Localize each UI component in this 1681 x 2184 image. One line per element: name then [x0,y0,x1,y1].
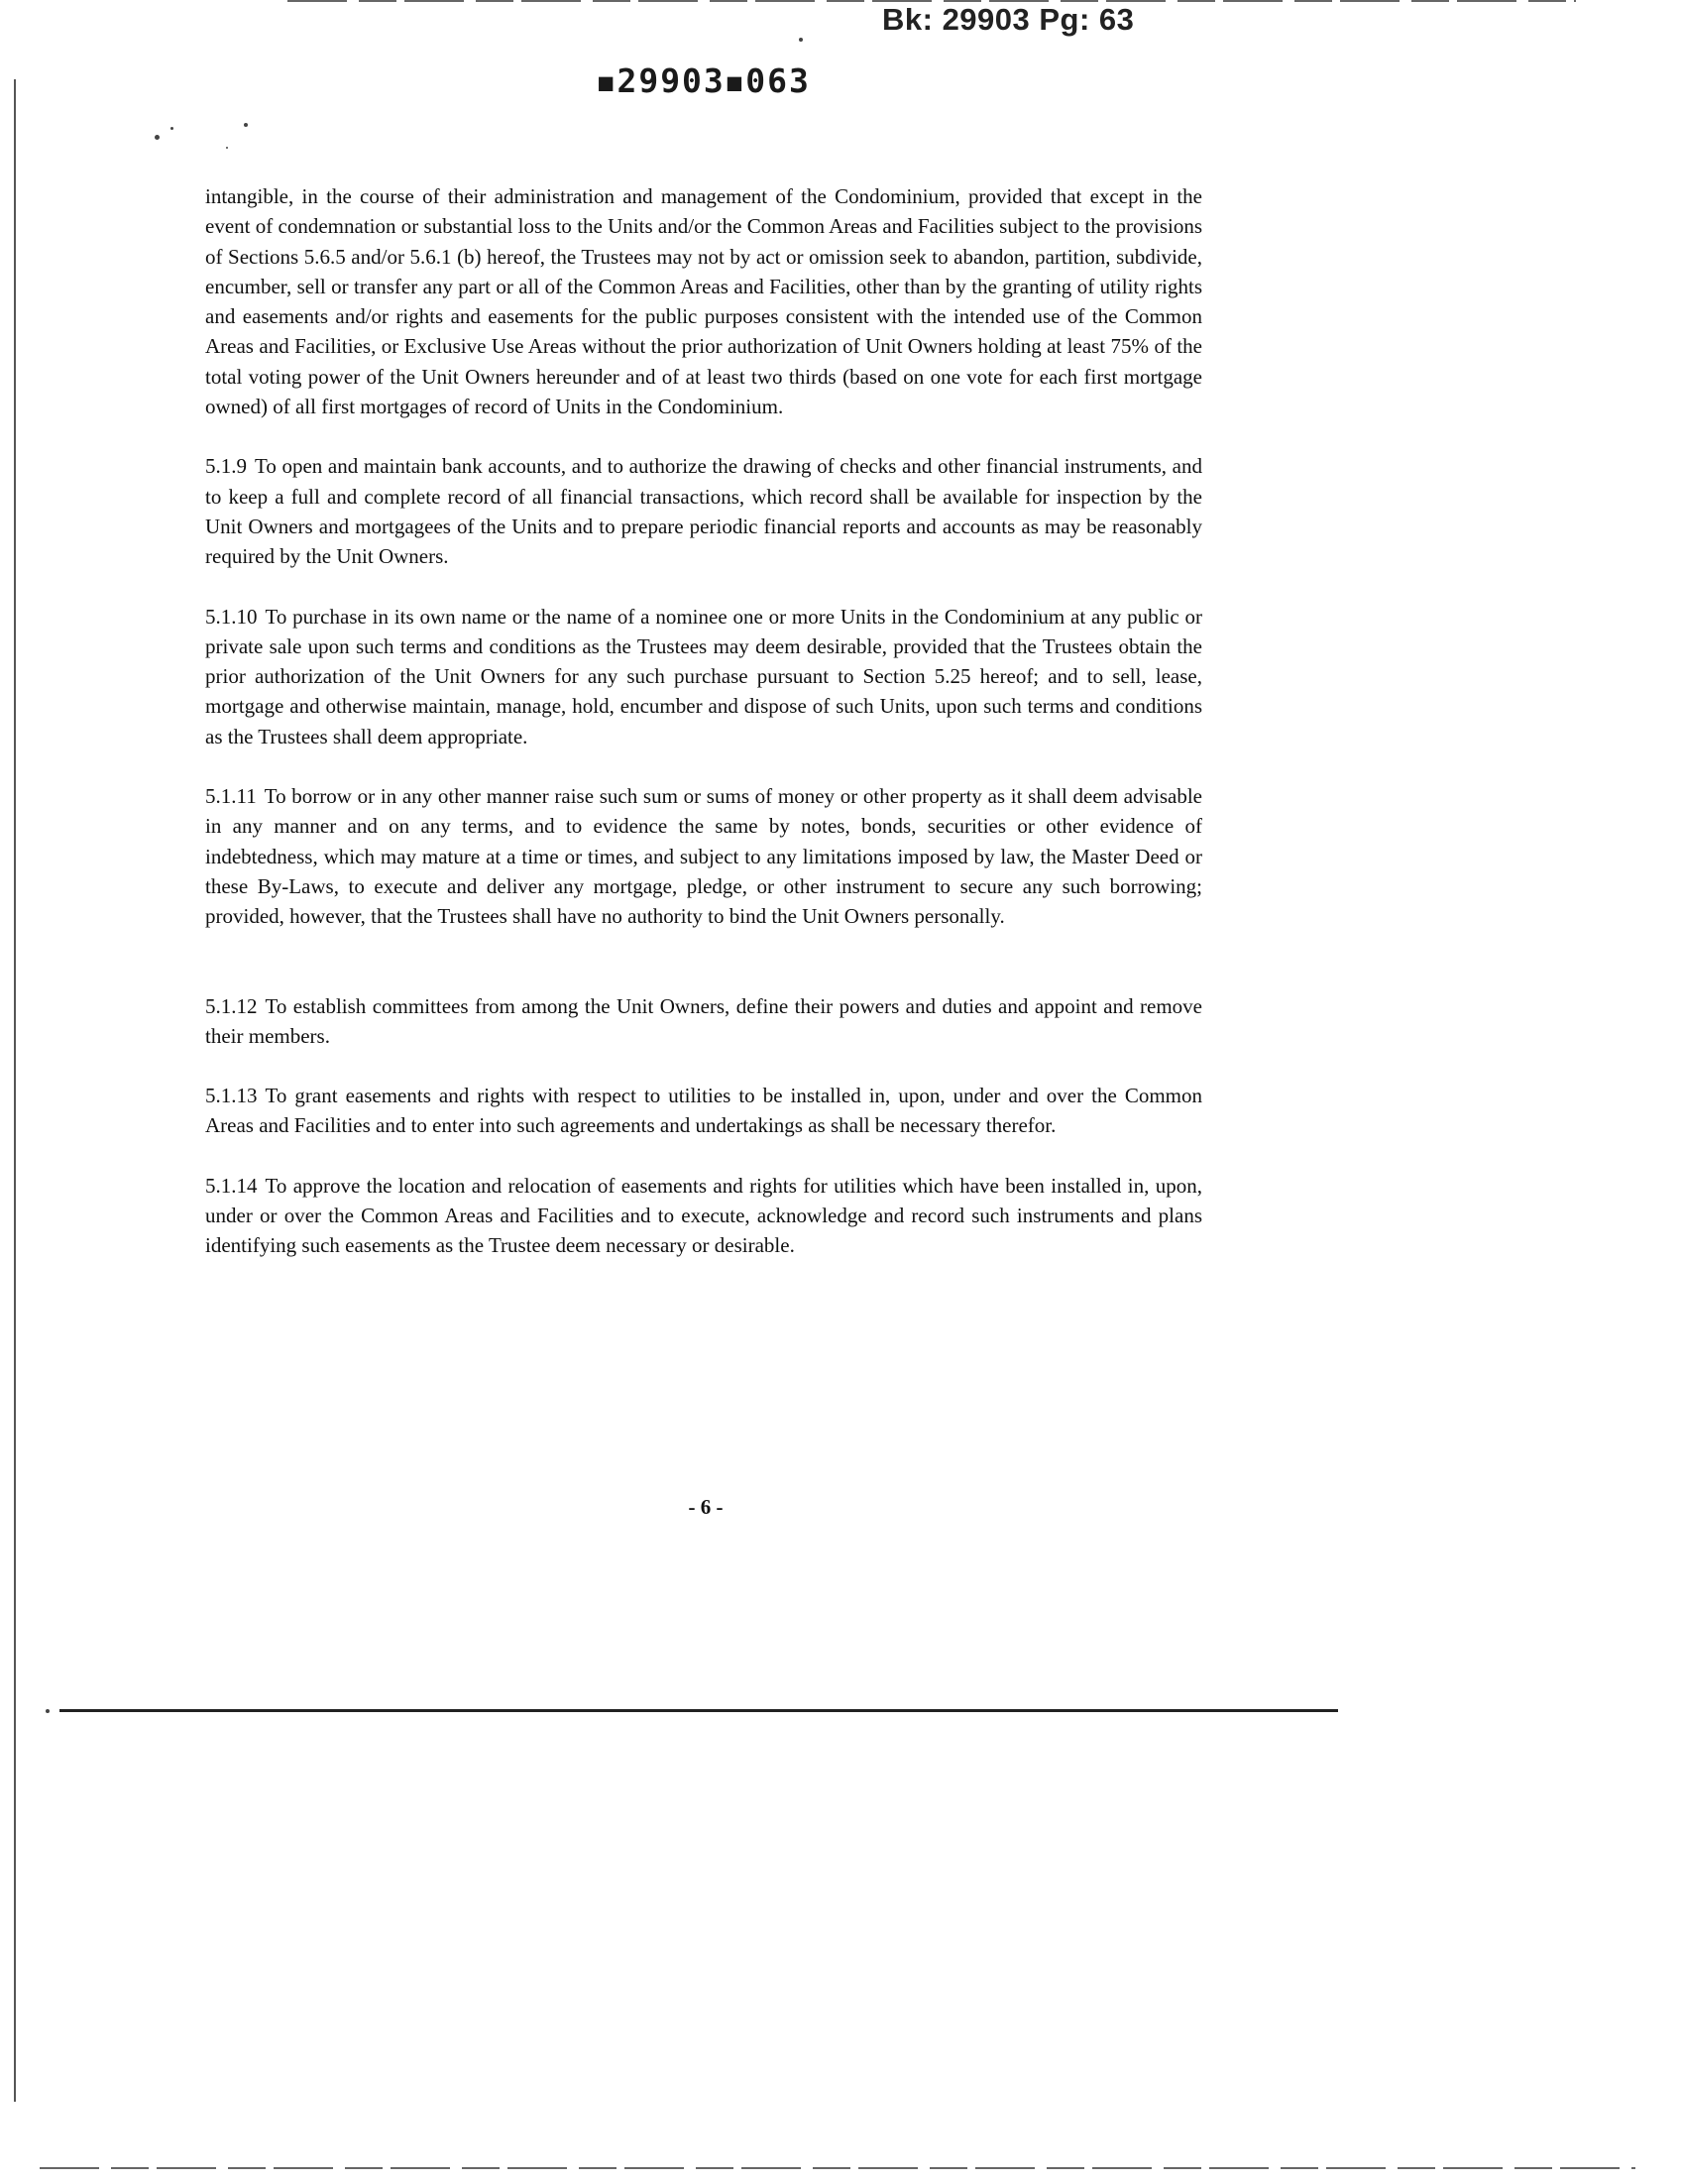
paragraph-text: To approve the location and relocation of easements and rights for utilities which have been installed in, upon, under or over the Common Areas and Facilities and to execute, acknowledge and record such instruments and plans identifying such easements as the Trustee deem necessary or desirable. [205,1173,1202,1258]
section-number: 5.1.11 [205,784,257,809]
scan-speck [170,127,173,130]
stamp-mark-icon: ■ [727,68,744,96]
scan-speck [46,1709,50,1713]
scan-speck [226,147,228,149]
document-number-left: 29903 [616,61,726,100]
section-number: 5.1.9 [205,454,247,479]
scan-left-edge [14,79,16,2102]
paragraph-text: intangible, in the course of their administration and management of the Condominium, provided that except in the event of condemnation or substantial loss to the Units and/or the Common Areas and Facilities subject to the provisions of Sections 5.6.5 and/or 5.6.1 (b) hereof, the Trustees may not by act or omission seek to abandon, partition, subdivide, encumber, sell or transfer any part or all of the Common Areas and Facilities, other than by the granting of utility rights and easements and/or rights and easements for the public purposes consistent with the intended use of the Common Areas and Facilities, or Exclusive Use Areas without the prior authorization of Unit Owners holding at least 75% of the total voting power of the Unit Owners hereunder and of at least two thirds (based on one vote for each first mortgage owned) of all first mortgages of record of Units in the Condominium. [205,184,1202,419]
paragraph-text: To purchase in its own name or the name of a nominee one or more Units in the Condominium at any public or private sale upon such terms and conditions as the Trustees may deem desirable, provided that the Trustees obtain the prior authorization of the Unit Owners for any such purchase pursuant to Section 5.25 hereof; and to sell, lease, mortgage and otherwise maintain, manage, hold, encumber and dispose of such Units, upon such terms and conditions as the Trustees shall deem appropriate. [205,604,1202,748]
section-number: 5.1.13 [205,1084,258,1108]
paragraph-text: To borrow or in any other manner raise such sum or sums of money or other property as it shall deem advisable in any manner and on any terms, and to evidence the same by notes, bonds, securities or other evidence of indebtedness, which may mature at a time or times, and subject to any limitations imposed by law, the Master Deed or these By-Laws, to execute and deliver any mortgage, pledge, or other instrument to secure any such borrowing; provided, however, that the Trustees shall have no authority to bind the Unit Owners personally. [205,784,1202,929]
section-number: 5.1.10 [205,604,258,629]
paragraph-5-1-12 [205,991,1202,1052]
document-number-stamp [597,61,811,100]
document-body [205,181,1202,1291]
book-page-reference: Bk: 29903 Pg: 63 [882,2,1135,37]
stamp-mark-icon: ■ [599,68,616,96]
paragraph-text: To establish committees from among the Unit Owners, define their powers and duties and appoint and remove their members. [205,993,1202,1048]
scan-speck [244,123,248,127]
paragraph-text: To grant easements and rights with respect to utilities to be installed in, upon, under and over the Common Areas and Facilities and to enter into such agreements and undertakings as shall be necessary therefor. [205,1084,1202,1138]
document-number-right: 063 [745,61,811,100]
scan-speck [155,135,160,140]
section-number: 5.1.14 [205,1173,258,1198]
paragraph-5-1-11 [205,781,1202,931]
paragraph-5-1-14 [205,1171,1202,1261]
paragraph-5-1-9 [205,451,1202,571]
scan-bottom-edge [40,2167,1635,2169]
page-number: - 6 - [688,1495,724,1519]
paragraph-continuation [205,181,1202,421]
section-number: 5.1.12 [205,993,258,1018]
paragraph-text: To open and maintain bank accounts, and to authorize the drawing of checks and other financial instruments, and to keep a full and complete record of all financial transactions, which record shall be available for inspection by the Unit Owners and mortgagees of the Units and to prepare periodic financial reports and accounts as may be reasonably required by the Unit Owners. [205,454,1202,569]
paragraph-5-1-13 [205,1081,1202,1141]
footer-rule [59,1709,1338,1712]
scan-speck [799,38,803,42]
paragraph-5-1-10 [205,602,1202,751]
